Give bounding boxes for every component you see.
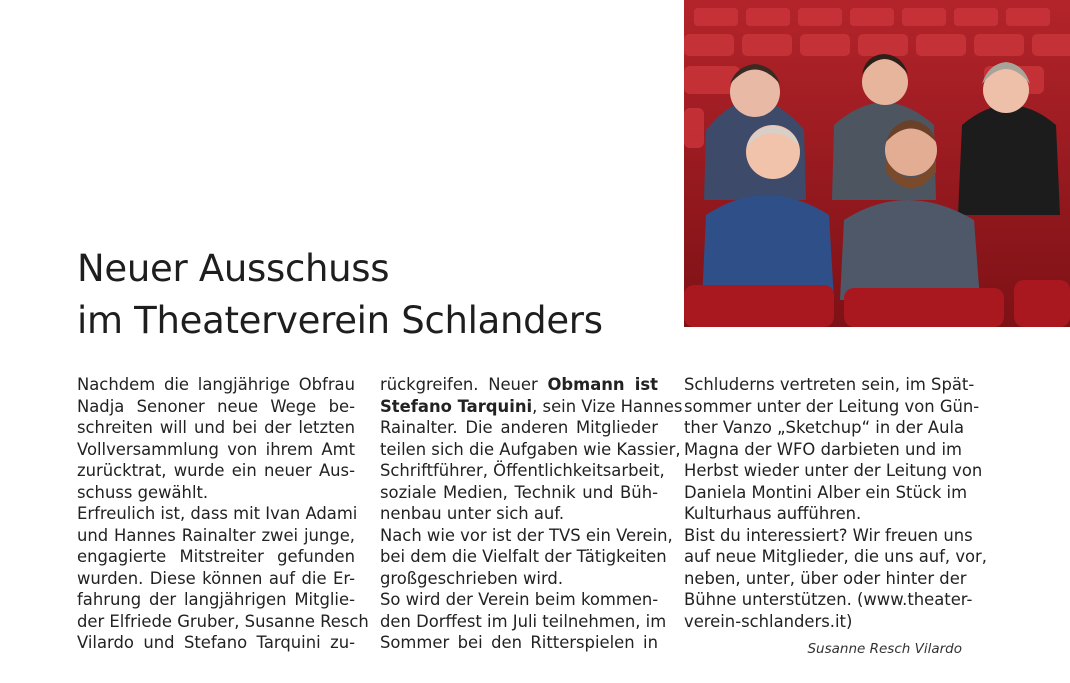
text-line: schuss gewählt. <box>77 482 209 502</box>
text-line: Rainalter. Die anderen Mitglieder <box>380 418 658 437</box>
text-line: und Hannes Rainalter zwei junge, <box>77 525 355 545</box>
bold-text-run: Obmann ist <box>547 375 658 394</box>
text-column-3 <box>684 374 988 632</box>
author-byline: Susanne Resch Vilardo <box>807 641 962 657</box>
text-line: wurden. Diese können auf die Er- <box>77 568 355 588</box>
bold-text-run: Stefano Tarquini <box>380 396 533 416</box>
group-photo <box>684 0 1070 327</box>
text-line: Sommer bei den Ritterspielen in <box>380 633 658 652</box>
text-line: großgeschrieben wird. <box>380 568 564 588</box>
text-line: Nadja Senoner neue Wege be- <box>77 396 355 416</box>
text-line: auf neue Mitglieder, die uns auf, vor, <box>684 547 988 566</box>
text-line: Schriftführer, Öffentlichkeitsarbeit, <box>380 461 665 480</box>
title-line-1: Neuer Ausschuss <box>77 247 390 290</box>
title-line-2: im Theaterverein Schlanders <box>77 299 603 342</box>
text-run: , sein Vize Hannes <box>532 396 683 416</box>
text-line <box>380 374 658 396</box>
group-photo-illustration <box>684 0 1070 327</box>
text-line: Erfreulich ist, dass mit Ivan Adami <box>77 504 358 523</box>
text-line: Nach wie vor ist der TVS ein Verein, <box>380 525 673 545</box>
text-line: Schluderns vertreten sein, im Spät- <box>684 375 975 394</box>
text-line: sommer unter der Leitung von Gün- <box>684 396 980 416</box>
text-line: So wird der Verein beim kommen- <box>380 590 659 609</box>
text-line: Vilardo und Stefano Tarquini zu- <box>77 633 355 652</box>
text-line: Bühne unterstützen. (www.theater- <box>684 590 973 609</box>
text-line: nenbau unter sich auf. <box>380 504 565 523</box>
text-line: verein-schlanders.it) <box>684 611 853 631</box>
text-line: Daniela Montini Alber ein Stück im <box>684 482 968 502</box>
text-line: den Dorffest im Juli teilnehmen, im <box>380 611 667 631</box>
text-line: soziale Medien, Technik und Büh- <box>380 482 658 502</box>
text-line <box>380 396 683 418</box>
article-title <box>77 243 677 347</box>
text-run: rückgreifen. Neuer <box>380 375 548 394</box>
text-line: neben, unter, über oder hinter der <box>684 568 967 588</box>
text-column-1 <box>77 374 369 654</box>
text-line: Vollversammlung von ihrem Amt <box>77 439 355 459</box>
text-line: bei dem die Vielfalt der Tätigkeiten <box>380 547 667 566</box>
text-line: der Elfriede Gruber, Susanne Resch <box>77 611 369 631</box>
text-line: zurücktrat, wurde ein neuer Aus- <box>77 461 355 480</box>
text-line: Kulturhaus aufführen. <box>684 504 862 523</box>
text-line: Magna der WFO darbieten und im <box>684 439 962 459</box>
text-line: engagierte Mitstreiter gefunden <box>77 547 355 566</box>
text-line: Bist du interessiert? Wir freuen uns <box>684 525 973 545</box>
text-column-2 <box>380 374 683 654</box>
text-line: Nachdem die langjährige Obfrau <box>77 375 355 394</box>
text-line: fahrung der langjährigen Mitglie- <box>77 590 355 609</box>
text-line: Herbst wieder unter der Leitung von <box>684 461 983 480</box>
text-line: teilen sich die Aufgaben wie Kassier, <box>380 439 681 459</box>
text-line: ther Vanzo „Sketchup“ in der Aula <box>684 418 965 437</box>
text-line: schreiten will und bei der letzten <box>77 418 355 437</box>
